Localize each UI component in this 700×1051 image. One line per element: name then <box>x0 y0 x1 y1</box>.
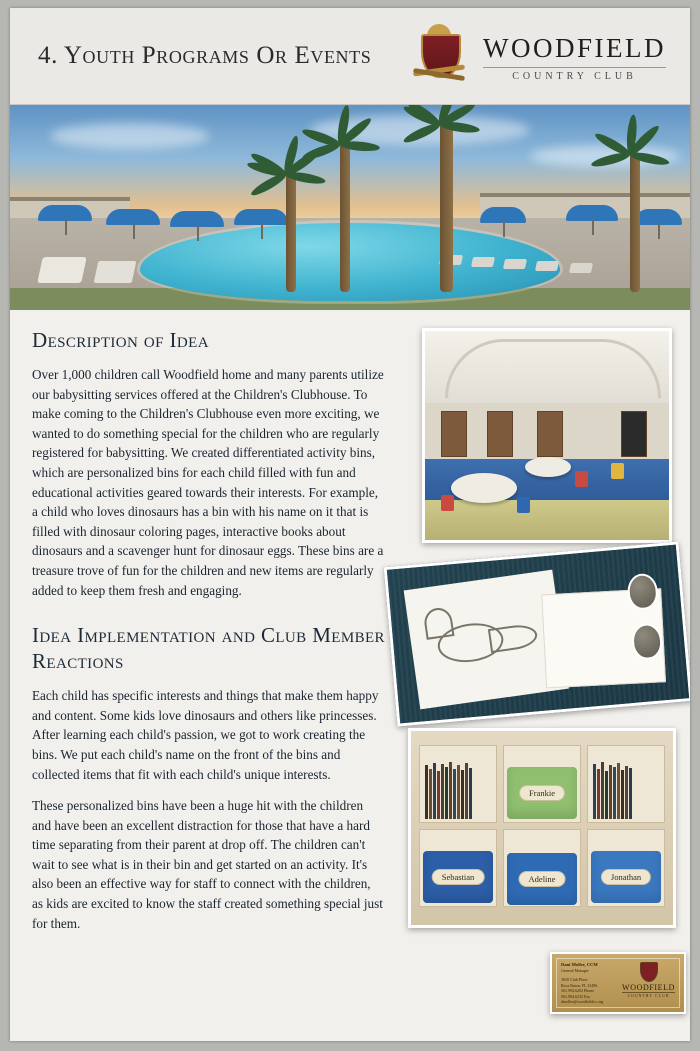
bin-jonathan <box>591 851 661 903</box>
photo-activity-bins <box>408 728 676 928</box>
woodfield-crest-icon <box>640 962 658 982</box>
poster-body <box>10 310 690 1034</box>
brand-text <box>483 33 672 82</box>
paragraph-implementation-1: Each child has specific interests and things that make them happy and content. Some kids love dinosaurs and others like princesses. After learning each child's passion, we got to work creating the bins. We put each child's name on the front of the bins and collected items that fit with each child's unique interests. <box>32 688 379 782</box>
lounge-chair <box>569 263 593 273</box>
brand-subtitle: COUNTRY CLUB <box>483 67 666 82</box>
card-address-line2: Boca Raton, FL 33496 <box>561 982 598 988</box>
heading-idea-implementation: Idea Implementation and Club Member Reactions <box>32 623 385 674</box>
lounge-chair <box>471 257 495 267</box>
hero-pool-photo <box>10 105 690 310</box>
palm-tree <box>340 142 350 292</box>
card-contact-details <box>561 962 603 1004</box>
brand-name: WOODFIELD <box>483 32 666 63</box>
text-column <box>32 328 398 933</box>
yellow-floor <box>425 500 669 540</box>
umbrella <box>234 209 288 225</box>
palm-tree <box>630 152 640 292</box>
tv-screen <box>621 411 647 457</box>
bin-adeline <box>507 853 577 905</box>
cloud <box>50 123 210 149</box>
round-table <box>451 473 517 503</box>
chair <box>575 471 588 487</box>
poster-header <box>10 8 690 105</box>
umbrella <box>106 209 160 225</box>
bin-label: Jonathan <box>601 869 651 885</box>
chair <box>517 497 530 513</box>
card-brand-name: WOODFIELD <box>622 983 675 992</box>
palm-tree <box>286 172 296 292</box>
bin-label: Sebastian <box>432 869 485 885</box>
bin-label: Frankie <box>519 785 565 801</box>
ceiling <box>425 331 669 405</box>
books-stack <box>425 761 472 819</box>
lounge-chair <box>535 261 559 271</box>
lounge-chair <box>94 261 137 283</box>
card-name: Dani Moller, CCM <box>561 962 598 967</box>
door <box>487 411 513 457</box>
card-phone: 561.994.6202 Phone <box>561 988 594 993</box>
paragraph-implementation-2: These personalized bins have been a huge hit with the children and have been an excellent distraction for those that have a hard time separating from their parent at drop off. The children can't wait to see what is in their bin and get started on an activity. It's also been an effective way for staff to connect with the children, as kids are excited to know the staff created something special just for them. <box>32 798 383 931</box>
door <box>537 411 563 457</box>
books-stack <box>593 761 632 819</box>
card-fax: 561.994.6233 Fax <box>561 993 590 999</box>
photo-playroom <box>422 328 672 543</box>
bin-sebastian <box>423 851 493 903</box>
umbrella <box>480 207 526 223</box>
poster-sheet <box>10 8 690 1041</box>
card-role: General Manager <box>561 967 589 973</box>
woodfield-crest-icon <box>407 22 471 92</box>
lounge-chair <box>37 257 87 283</box>
bin-frankie <box>507 767 577 819</box>
chair <box>611 463 624 479</box>
heading-description-of-idea: Description of Idea <box>32 328 209 352</box>
door <box>441 411 467 457</box>
round-table <box>525 457 571 477</box>
section-title-text: Youth Programs Or Events <box>63 42 372 69</box>
umbrella <box>634 209 682 225</box>
lounge-chair <box>503 259 527 269</box>
business-card <box>550 952 686 1014</box>
chair <box>441 495 454 511</box>
photo-dinosaur-activity <box>384 541 690 726</box>
card-address-line1: 3650 Club Place <box>561 977 588 982</box>
card-brand <box>622 962 675 1004</box>
umbrella <box>566 205 618 221</box>
bin-label: Adeline <box>519 871 566 887</box>
card-email: dmoller@woodfieldcc.org <box>561 999 604 1004</box>
page-title <box>10 42 371 70</box>
card-brand-subtitle: COUNTRY CLUB <box>622 992 675 998</box>
section-number: 4. <box>38 42 58 69</box>
palm-tree <box>440 122 453 292</box>
paragraph-description: Over 1,000 children call Woodfield home and many parents utilize our babysitting services offered at the Children's Clubhouse. To make coming to the Children's Clubhouse even more exciting, we wanted to do something special for the children who are regularly registered for babysitting. We created differentiated activity bins, which are personalized bins for each child filled with fun and educational activities geared towards their interests. For example, a child who loves dinosaurs has a bin with his name on it that is filled with dinosaur coloring pages, interactive books about dinosaurs and a scavenger hunt for dinosaur eggs. These bins are a treasure trove of fun for the children and new items are regularly added to keep them fresh and engaging. <box>32 367 384 598</box>
umbrella <box>38 205 92 221</box>
umbrella <box>170 211 224 227</box>
brand-lockup <box>407 22 672 92</box>
